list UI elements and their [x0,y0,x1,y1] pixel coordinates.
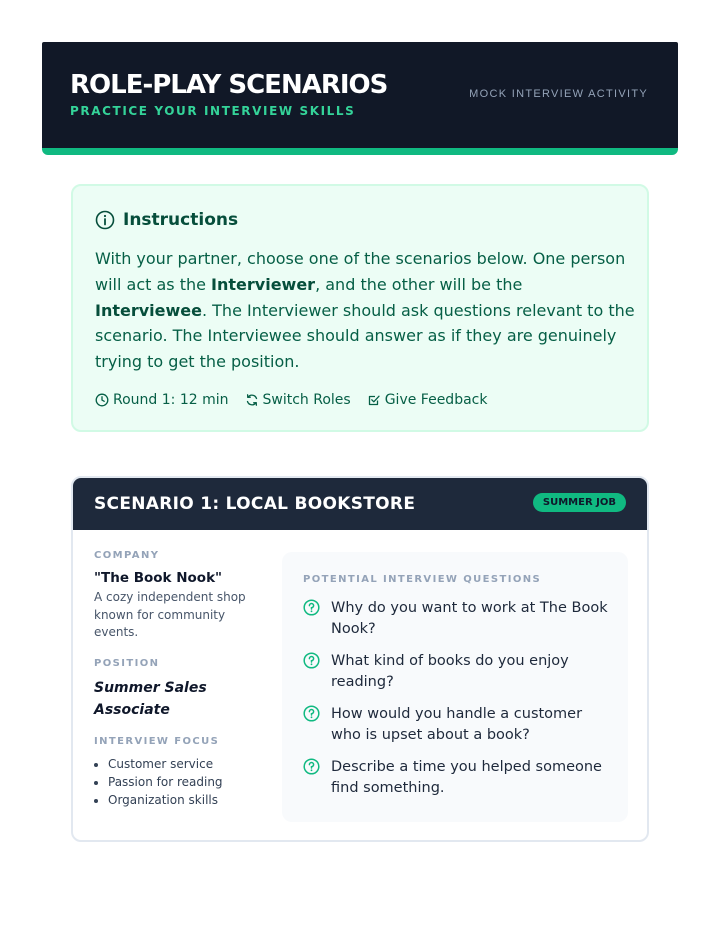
instructions-text-part: , and the other will be the [315,274,523,294]
page-title: ROLE-PLAY SCENARIOS [70,70,388,100]
role-interviewer: Interviewer [211,274,316,294]
focus-list [94,755,264,809]
instructions-title: Instructions [123,210,239,230]
instructions-text-part: With your partner, choose one of the scenarios below. One person will act as the [95,249,626,294]
activity-tag: MOCK INTERVIEW ACTIVITY [469,88,648,100]
meta-round-time [95,392,229,408]
info-icon [95,210,115,230]
page-subtitle: PRACTICE YOUR INTERVIEW SKILLS [70,104,356,118]
question-icon [303,705,320,722]
meta-label: Round 1: 12 min [113,392,229,408]
page-header [42,42,678,155]
question-text: What kind of books do you enjoy reading? [331,653,569,690]
question-text: Describe a time you helped someone find something. [331,759,602,796]
question-icon [303,599,320,616]
question-text: How would you handle a customer who is upset about a book? [331,706,583,743]
instructions-panel [71,184,649,432]
question-text: Why do you want to work at The Book Nook? [331,600,608,637]
company-description: A cozy independent shop known for community events. [94,590,246,639]
company-label: COMPANY [94,550,160,561]
meta-label: Switch Roles [262,392,351,408]
questions-label: POTENTIAL INTERVIEW QUESTIONS [303,574,542,585]
questions-list [303,598,613,810]
questions-panel [282,552,628,822]
meta-label: Give Feedback [384,392,488,408]
list-item: • Organization skills [108,791,264,809]
job-type-badge: SUMMER JOB [533,493,626,512]
question-icon [303,652,320,669]
scenario-title: SCENARIO 1: LOCAL BOOKSTORE [94,494,416,514]
scenario-card [71,476,649,842]
position-name: Summer Sales Associate [94,679,207,718]
scenario-details [94,550,264,809]
question-item [303,704,613,746]
company-name: "The Book Nook" [94,570,223,586]
position-label: POSITION [94,657,160,669]
refresh-icon [245,393,259,407]
instructions-text [95,246,635,375]
scenario-header [73,478,647,530]
question-item [303,757,613,799]
role-interviewee: Interviewee [95,300,202,320]
question-item [303,598,613,640]
checkbox-icon [367,393,381,407]
clock-icon [95,393,109,407]
meta-switch-roles [245,392,351,408]
instructions-meta [95,392,503,408]
list-item: • Customer service [108,755,264,773]
question-item [303,651,613,693]
focus-label: INTERVIEW FOCUS [94,735,220,747]
list-item: • Passion for reading [108,773,264,791]
instructions-heading [95,209,238,231]
meta-give-feedback [367,392,488,408]
instructions-text-part: . The Interviewer should ask questions relevant to the scenario. The Interviewee should answer as if they are genuinely trying to get the position. [95,300,635,372]
question-icon [303,758,320,775]
